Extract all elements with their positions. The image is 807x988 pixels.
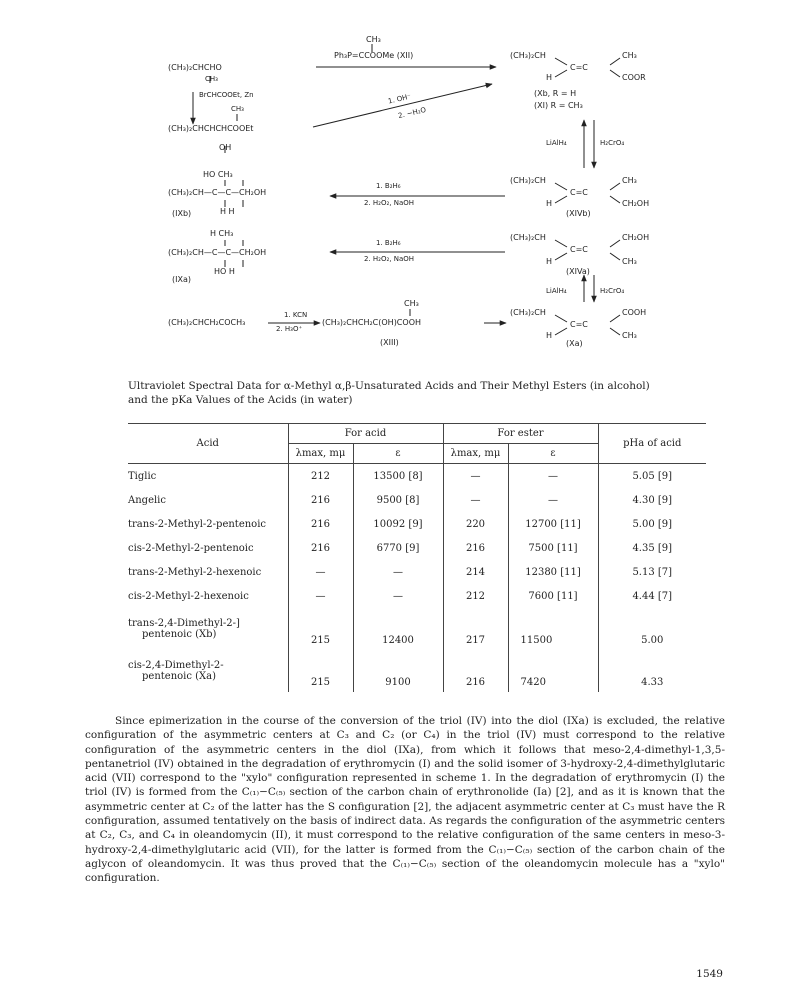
row-pka: 5.13 [7] — [632, 566, 673, 578]
row-eps-acid: 9100 — [353, 650, 443, 692]
row-eps-acid: — — [353, 584, 443, 608]
reduction-reagent-1: LiAlH₄ — [546, 139, 567, 147]
row-name-line-2: pentenoic (Xa) — [142, 671, 217, 682]
dehydration-step-1: 1. OH⁻ — [387, 92, 412, 106]
xivb-label: (XIVb) — [566, 209, 591, 218]
xa-label: (Xa) — [566, 339, 583, 348]
row-pka: 4.35 [9] — [632, 542, 673, 554]
table-row — [128, 584, 706, 608]
reformatsky-ch3: CH₃ — [205, 75, 218, 83]
row-eps-ester: 7600 [11] — [508, 584, 598, 608]
row-name: cis-2-Methyl-2-hexenoic — [128, 584, 288, 608]
row-lambda-acid: 216 — [288, 536, 353, 560]
row-name: cis-2-Methyl-2-pentenoic — [128, 536, 288, 560]
ketone: (CH₃)₂CHCH₂COCH₃ — [168, 318, 246, 327]
ixb-bottom: H H — [220, 207, 235, 216]
row-eps-acid: 9500 [8] — [353, 488, 443, 512]
row-eps-ester: — — [508, 488, 598, 512]
row-eps-ester: 12380 [11] — [508, 560, 598, 584]
xiva-right-bottom: CH₃ — [622, 257, 637, 266]
xiva-left: (CH₃)₂CH — [510, 233, 546, 242]
xa-left: (CH₃)₂CH — [510, 308, 546, 317]
row-pka: 5.05 [9] — [632, 470, 673, 482]
row-name: Tiglic — [128, 464, 288, 489]
row-pka: 5.00 [9] — [632, 518, 673, 530]
xa-right-top: COOH — [622, 308, 647, 317]
row-pka: 4.33 — [641, 677, 664, 688]
row-pka: 4.44 [7] — [632, 590, 673, 602]
caption-line-2: and the pKa Values of the Acids (in water) — [128, 393, 353, 406]
row-name: trans-2-Methyl-2-hexenoic — [128, 560, 288, 584]
header-eps-ester: ε — [508, 444, 598, 464]
hydroxy-ester: (CH₃)₂CHCHCHCOOEt — [168, 124, 254, 133]
ixa-top: H CH₃ — [210, 229, 234, 238]
ester-right-top: CH₃ — [622, 51, 637, 60]
wittig-reagent-ch3: CH₃ — [366, 35, 381, 44]
xa-h: H — [546, 331, 553, 340]
table-row — [128, 464, 706, 489]
row-eps-acid: 6770 [9] — [353, 536, 443, 560]
kcn-step-2: 2. H₃O⁺ — [276, 325, 303, 333]
xiii-label: (XIII) — [380, 338, 399, 347]
row-name: trans-2-Methyl-2-pentenoic — [128, 512, 288, 536]
ixa-main: (CH₃)₂CH—C—C—CH₂OH — [168, 248, 267, 257]
row-name-line-2: pentenoic (Xb) — [142, 629, 217, 640]
row-eps-ester: 7420 — [508, 650, 598, 692]
ester-left-group: (CH₃)₂CH — [510, 51, 546, 60]
row-lambda-acid: — — [288, 560, 353, 584]
table-row — [128, 608, 706, 650]
ixb-label: (IXb) — [172, 209, 192, 218]
row-eps-acid: 12400 — [353, 608, 443, 650]
xiii-hydroxyacid: (CH₃)₂CHCH₂C(OH)COOH — [322, 318, 422, 327]
body-paragraph: Since epimerization in the course of the conversion of the triol (IV) into the diol (IXa) is excluded, the relative configuration of the asymmetric centers at C₃ and C₂ (or C₄) in the triol (IV) must correspond to the relative configuration of the asymmetric centers in the diol (IXa), from which it follows that meso-2,4-dimethyl-1,3,5-pentanetriol (IV) obtained in the degradation of erythromycin (I) and the solid isomer of 3-hydroxy-2,4-dimethylglutaric acid (VII) correspond to the "xylo" configuration represented in scheme 1. In the degradation of erythromycin (I) the triol (IV) is formed from the C₍₁₎−C₍₅₎ section of the carbon chain of erythronolide (Ia) [2], and as it is known that the asymmetric center at C₂ of the latter has the S configuration [2], the adjacent asymmetric center at C₃ must have the R configuration, assumed tentatively on the basis of indirect data. As regards the configuration of the asymmetric centers at C₂, C₃, and C₄ in oleandomycin (II), it must correspond to the relative configuration of the same centers in meso-3-hydroxy-2,4-dimethylglutaric acid (VII), for the latter is formed from the C₍₁₎−C₍₅₎ section of the carbon chain of the aglycon of oleandomycin. It was thus proved that the C₍₁₎−C₍₅₎ section of the oleandomycin molecule has a "xylo" configuration. — [85, 715, 725, 885]
xa-step-1: 1. B₂H₆ — [376, 239, 401, 247]
xivb-right-bottom: CH₂OH — [622, 199, 650, 208]
table-row — [128, 512, 706, 536]
row-eps-ester: 11500 — [508, 608, 598, 650]
xb-step-2: 2. H₂O₂, NaOH — [364, 199, 415, 207]
table-row — [128, 650, 706, 692]
row-eps-acid: — — [353, 560, 443, 584]
row-pka: 5.00 — [641, 635, 664, 646]
row-lambda-acid: 212 — [288, 464, 353, 489]
xivb-right-top: CH₃ — [622, 176, 637, 185]
row-lambda-acid: — — [288, 584, 353, 608]
xivb-h: H — [546, 199, 553, 208]
row-name — [128, 608, 288, 650]
row-lambda-acid: 215 — [288, 608, 353, 650]
row-lambda-acid: 216 — [288, 488, 353, 512]
row-lambda-ester: 216 — [443, 536, 508, 560]
xiva-right-top: CH₂OH — [622, 233, 650, 242]
oxidation-reagent-1: H₂CrO₄ — [600, 139, 625, 147]
row-lambda-acid: 216 — [288, 512, 353, 536]
hydroxy-ester-oh: OH — [219, 143, 232, 152]
ixb-top: HO CH₃ — [203, 170, 233, 179]
uv-spectral-table — [128, 423, 706, 692]
row-name-line-1: cis-2,4-Dimethyl-2- — [128, 660, 224, 671]
xiii-ch3: CH₃ — [404, 299, 419, 308]
header-pka: pHa of acid — [598, 424, 706, 464]
xiva-h: H — [546, 257, 553, 266]
hydroxy-ester-ch3: CH₃ — [231, 105, 244, 113]
xa-cc: C=C — [570, 320, 588, 329]
ester-label-xb: (Xb, R = H — [534, 89, 577, 98]
xiva-cc: C=C — [570, 245, 588, 254]
ixa-bottom: HO H — [214, 267, 235, 276]
kcn-step-1: 1. KCN — [284, 311, 308, 319]
table-row — [128, 488, 706, 512]
header-acid: Acid — [128, 424, 288, 464]
row-lambda-acid: 215 — [288, 650, 353, 692]
xivb-left: (CH₃)₂CH — [510, 176, 546, 185]
row-lambda-ester: — — [443, 488, 508, 512]
xa-step-2: 2. H₂O₂, NaOH — [364, 255, 415, 263]
ester-cc: C=C — [570, 63, 588, 72]
xb-step-1: 1. B₂H₆ — [376, 182, 401, 190]
ester-right-bottom: COOR — [622, 73, 646, 82]
row-lambda-ester: 212 — [443, 584, 508, 608]
row-eps-acid: 10092 [9] — [353, 512, 443, 536]
row-pka: 4.30 [9] — [632, 494, 673, 506]
table-row — [128, 536, 706, 560]
header-for-acid: For acid — [288, 424, 443, 444]
ixa-label: (IXa) — [172, 275, 191, 284]
row-name-line-1: trans-2,4-Dimethyl-2-] — [128, 618, 240, 629]
reduction-reagent-2: LiAlH₄ — [546, 287, 567, 295]
row-lambda-ester: 217 — [443, 608, 508, 650]
row-eps-ester: 7500 [11] — [508, 536, 598, 560]
row-lambda-ester: — — [443, 464, 508, 489]
row-lambda-ester: 216 — [443, 650, 508, 692]
row-eps-ester: 12700 [11] — [508, 512, 598, 536]
row-lambda-ester: 214 — [443, 560, 508, 584]
reformatsky-reagent: BrCHCOOEt, Zn — [199, 91, 254, 99]
xiva-label: (XIVa) — [566, 267, 590, 276]
row-eps-ester: — — [508, 464, 598, 489]
header-lambda-acid: λmax, mμ — [288, 444, 353, 464]
ixb-main: (CH₃)₂CH—C—C—CH₂OH — [168, 188, 267, 197]
header-lambda-ester: λmax, mμ — [443, 444, 508, 464]
start-aldehyde: (CH₃)₂CHCHO — [168, 63, 222, 72]
arrow-dehydration — [313, 84, 492, 127]
table-caption — [128, 380, 728, 408]
ester-left-h: H — [546, 73, 553, 82]
table-row — [128, 560, 706, 584]
row-lambda-ester: 220 — [443, 512, 508, 536]
caption-line-1: Ultraviolet Spectral Data for α-Methyl α,β-Unsaturated Acids and Their Methyl Esters (in alcohol) — [128, 380, 650, 392]
wittig-reagent: Ph₃P=CCOOMe (XII) — [334, 51, 414, 60]
header-eps-acid: ε — [353, 444, 443, 464]
header-for-ester: For ester — [443, 424, 598, 444]
xivb-cc: C=C — [570, 188, 588, 197]
oxidation-reagent-2: H₂CrO₄ — [600, 287, 625, 295]
row-name: Angelic — [128, 488, 288, 512]
row-eps-acid: 13500 [8] — [353, 464, 443, 489]
page-number: 1549 — [696, 968, 723, 980]
row-name — [128, 650, 288, 692]
ester-label-xi: (XI) R = CH₃ — [534, 101, 583, 110]
xa-right-bottom: CH₃ — [622, 331, 637, 340]
dehydration-step-2: 2. −H₂O — [397, 105, 427, 121]
